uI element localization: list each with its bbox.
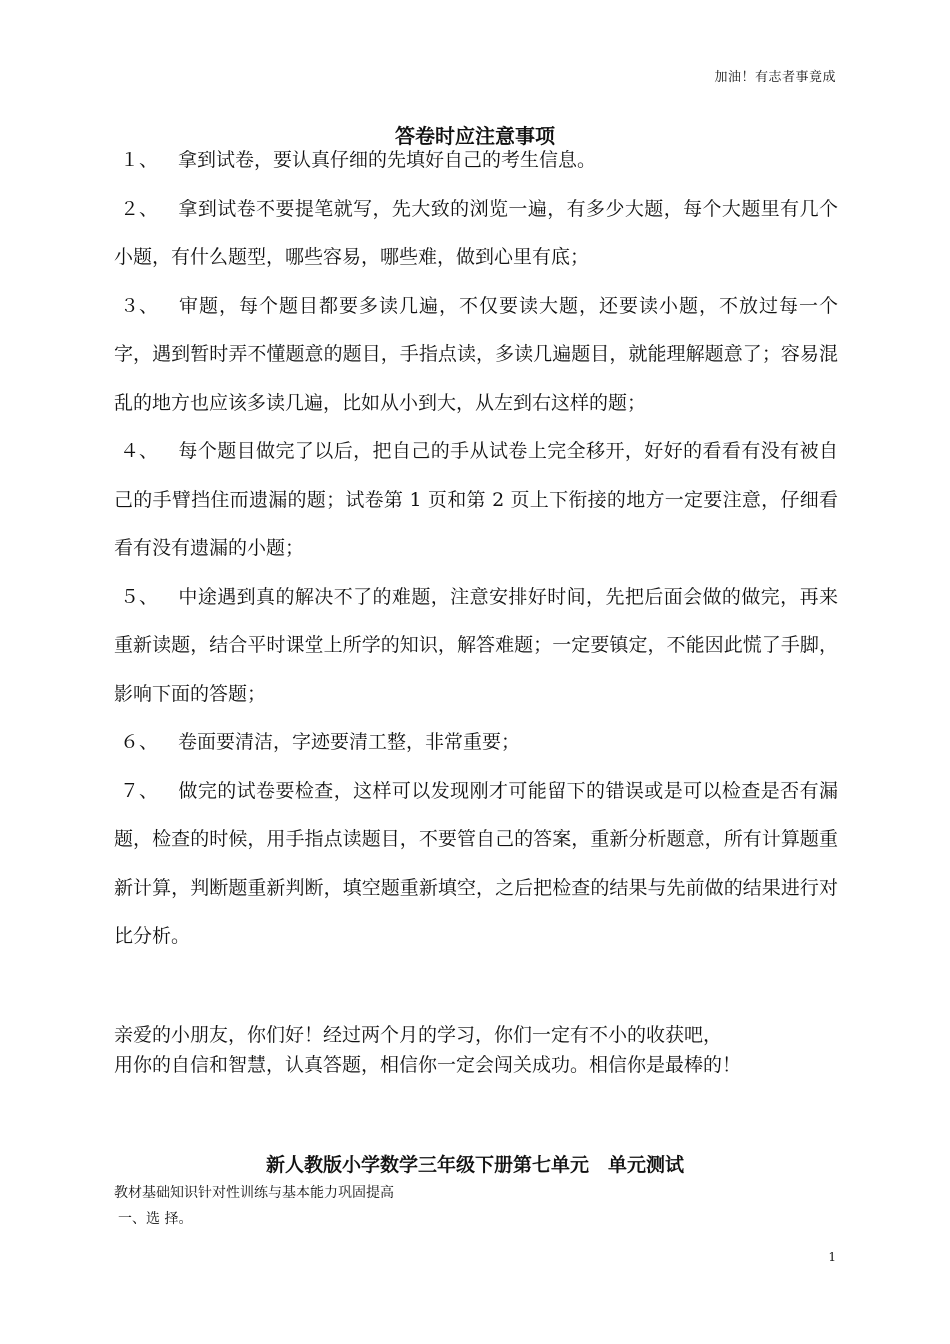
- note-item-6: [114, 718, 838, 767]
- note-number: ２、: [120, 197, 159, 220]
- test-title: 新人教版小学数学三年级下册第七单元 单元测试: [265, 1154, 684, 1176]
- test-subtitle: 教材基础知识针对性训练与基本能力巩固提高: [114, 1185, 394, 1201]
- encouragement-paragraph: [114, 1020, 844, 1080]
- note-item-1: [114, 136, 838, 185]
- note-item-7: [114, 767, 838, 961]
- note-number: ４、: [120, 440, 159, 462]
- note-text: 拿到试卷不要提笔就写，先大致的浏览一遍，有多少大题，每个大题里有几个小题，有什么题型，哪些容易，哪些难，做到心里有底；: [114, 197, 838, 268]
- encouragement-line-2: 用你的自信和智慧，认真答题，相信你一定会闯关成功。相信你是最棒的！: [114, 1054, 742, 1076]
- note-number: ５、: [120, 585, 159, 608]
- page-number: 1: [828, 1250, 836, 1264]
- note-text: 中途遇到真的解决不了的难题，注意安排好时间，先把后面会做的做完，再来重新读题，结合平时课堂上所学的知识，解答难题；一定要镇定，不能因此慌了手脚，影响下面的答题；: [114, 585, 838, 705]
- note-text: 审题，每个题目都要多读几遍，不仅要读大题，还要读小题，不放过每一个字，遇到暂时弄不懂题意的题目，手指点读，多读几遍题目，就能理解题意了；容易混乱的地方也应该多读几遍，比如从小到大，从左到右这样的题；: [114, 294, 838, 414]
- note-text: 卷面要清洁，字迹要清工整，非常重要；: [178, 731, 521, 753]
- note-item-4: [114, 427, 838, 573]
- note-number: ３、: [120, 294, 159, 317]
- notes-title: 答卷时应注意事项: [395, 124, 555, 148]
- notes-list: [114, 136, 838, 961]
- page-header-motto: 加油！有志者事竟成: [714, 70, 836, 85]
- note-number: ７、: [120, 779, 159, 802]
- note-item-5: [114, 573, 838, 719]
- note-item-2: [114, 185, 838, 282]
- encouragement-line-1: 亲爱的小朋友，你们好！经过两个月的学习，你们一定有不小的收获吧，: [114, 1024, 723, 1046]
- note-text: 每个题目做完了以后，把自己的手从试卷上完全移开，好好的看看有没有被自己的手臂挡住而遗漏的题；试卷第 1 页和第 2 页上下衔接的地方一定要注意，仔细看看有没有遗漏的小题；: [114, 440, 838, 559]
- note-number: ６、: [120, 731, 159, 753]
- note-text: 做完的试卷要检查，这样可以发现刚才可能留下的错误或是可以检查是否有漏题，检查的时候，用手指点读题目，不要管自己的答案，重新分析题意，所有计算题重新计算，判断题重新判断，填空题重新填空，之后把检查的结果与先前做的结果进行对比分析。: [114, 779, 838, 947]
- note-number: １、: [120, 149, 159, 171]
- note-text: 拿到试卷，要认真仔细的先填好自己的考生信息。: [178, 149, 597, 171]
- note-item-3: [114, 282, 838, 428]
- section-heading-choice: 一、选 择。: [118, 1211, 193, 1227]
